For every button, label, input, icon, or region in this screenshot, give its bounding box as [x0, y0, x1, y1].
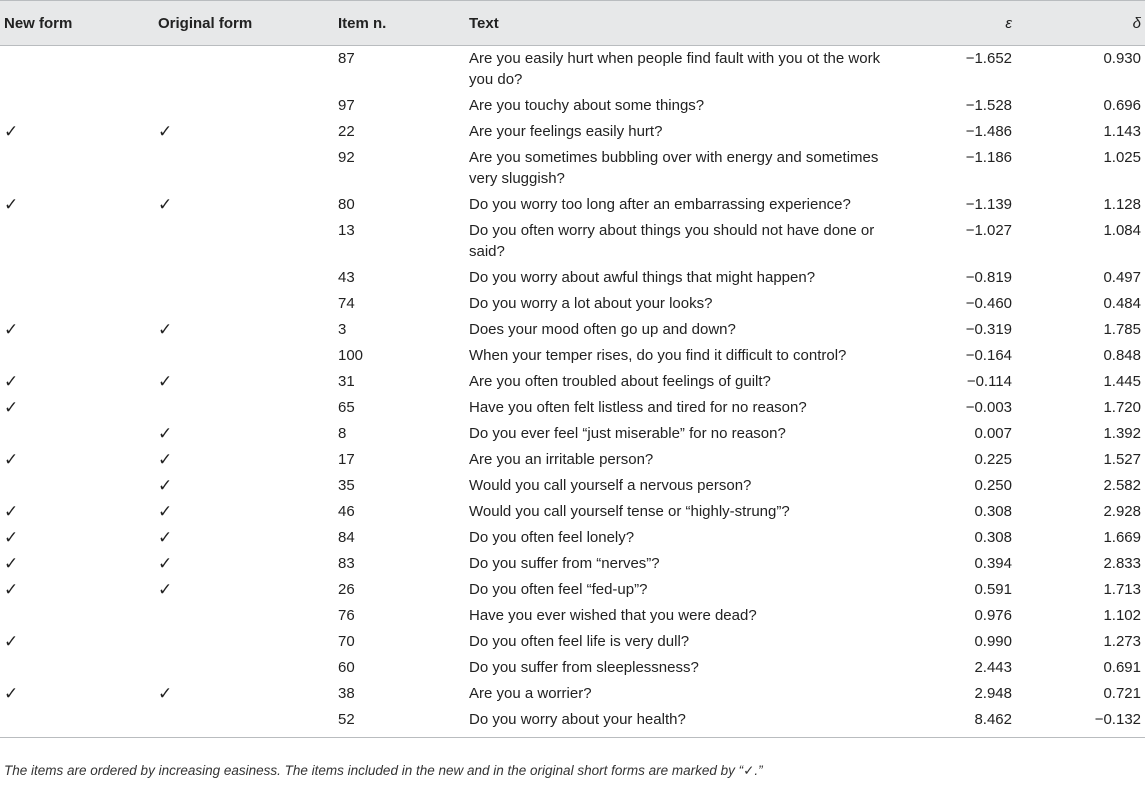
cell-item-number: 100 [338, 347, 364, 364]
cell-delta: 2.928 [1103, 503, 1141, 520]
cell-text: Do you worry too long after an embarrassing experience? [469, 196, 851, 213]
cell-item-number: 46 [338, 503, 355, 520]
cell-item-number: 3 [338, 321, 347, 338]
cell-delta: 1.025 [1103, 149, 1141, 166]
cell-new-form: ✓ [4, 580, 19, 599]
cell-delta: 1.273 [1103, 633, 1141, 650]
cell-epsilon: 0.308 [974, 529, 1012, 546]
cell-original-form: ✓ [158, 554, 173, 573]
cell-epsilon: 0.308 [974, 503, 1012, 520]
cell-delta: 0.930 [1103, 50, 1141, 67]
cell-delta: 0.484 [1103, 295, 1141, 312]
cell-new-form [0, 473, 154, 499]
cell-delta: 1.713 [1103, 581, 1141, 598]
cell-original-form [154, 218, 334, 265]
table-row [0, 343, 1145, 369]
table-row [0, 317, 1145, 343]
cell-item-number: 43 [338, 269, 355, 286]
cell-new-form [0, 93, 154, 119]
cell-text: Do you worry about your health? [465, 707, 895, 738]
cell-text: Do you suffer from sleeplessness? [469, 659, 699, 676]
cell-epsilon: 0.250 [974, 477, 1012, 494]
header-new-form: New form [0, 1, 154, 46]
cell-item-number: 52 [334, 707, 465, 738]
cell-item-number: 60 [338, 659, 355, 676]
table-row [0, 192, 1145, 218]
cell-text: Does your mood often go up and down? [469, 321, 736, 338]
cell-item-number: 87 [338, 50, 355, 67]
cell-item-number: 38 [338, 685, 355, 702]
header-delta: δ [1016, 1, 1145, 46]
header-item-number: Item n. [334, 1, 465, 46]
cell-epsilon: 0.394 [974, 555, 1012, 572]
cell-item-number: 83 [338, 555, 355, 572]
table-row [0, 603, 1145, 629]
cell-epsilon: −1.186 [965, 149, 1012, 166]
cell-original-form [154, 265, 334, 291]
cell-new-form: ✓ [4, 320, 19, 339]
cell-text: Do you ever feel “just miserable” for no reason? [469, 425, 786, 442]
cell-text: Are you touchy about some things? [469, 97, 705, 114]
cell-text: Do you often worry about things you should not have done or said? [469, 222, 875, 260]
cell-epsilon: −1.027 [965, 222, 1012, 239]
cell-text: Are your feelings easily hurt? [469, 123, 663, 140]
cell-epsilon: 0.976 [974, 607, 1012, 624]
header-text: Text [465, 1, 895, 46]
table-row [0, 145, 1145, 192]
cell-original-form [154, 395, 334, 421]
cell-original-form [154, 603, 334, 629]
cell-delta: 1.392 [1103, 425, 1141, 442]
table-row [0, 46, 1145, 94]
cell-epsilon: −0.319 [965, 321, 1012, 338]
cell-item-number: 65 [338, 399, 355, 416]
table-row [0, 499, 1145, 525]
cell-epsilon: 0.007 [974, 425, 1012, 442]
cell-text: Are you often troubled about feelings of guilt? [469, 373, 771, 390]
cell-delta: 1.084 [1103, 222, 1141, 239]
cell-text: Do you often feel lonely? [469, 529, 635, 546]
cell-text: Have you often felt listless and tired for no reason? [469, 399, 807, 416]
cell-epsilon: 0.591 [974, 581, 1012, 598]
cell-new-form [0, 707, 154, 738]
cell-epsilon: 8.462 [895, 707, 1016, 738]
cell-item-number: 13 [338, 222, 355, 239]
table-row [0, 473, 1145, 499]
cell-new-form [0, 421, 154, 447]
table-row [0, 655, 1145, 681]
cell-delta: 1.143 [1103, 123, 1141, 140]
cell-original-form [154, 145, 334, 192]
cell-item-number: 74 [338, 295, 355, 312]
cell-epsilon: −0.460 [965, 295, 1012, 312]
cell-item-number: 76 [338, 607, 355, 624]
table-row [0, 447, 1145, 473]
cell-original-form [154, 707, 334, 738]
cell-text: Do you often feel life is very dull? [469, 633, 690, 650]
cell-text: Are you a worrier? [469, 685, 592, 702]
cell-delta: 1.102 [1103, 607, 1141, 624]
cell-delta: 2.582 [1103, 477, 1141, 494]
cell-new-form: ✓ [4, 632, 19, 651]
cell-item-number: 97 [338, 97, 355, 114]
cell-new-form: ✓ [4, 554, 19, 573]
cell-item-number: 84 [338, 529, 355, 546]
cell-new-form: ✓ [4, 195, 19, 214]
cell-original-form: ✓ [158, 502, 173, 521]
cell-text: Have you ever wished that you were dead? [469, 607, 757, 624]
cell-new-form: ✓ [4, 528, 19, 547]
cell-delta: 0.848 [1103, 347, 1141, 364]
cell-new-form [0, 291, 154, 317]
cell-item-number: 8 [338, 425, 347, 442]
cell-epsilon: −0.114 [966, 373, 1012, 390]
cell-item-number: 22 [338, 123, 355, 140]
cell-text: Would you call yourself tense or “highly-strung”? [469, 503, 790, 520]
table-row [0, 525, 1145, 551]
cell-epsilon: −1.486 [965, 123, 1012, 140]
cell-text: Do you worry a lot about your looks? [469, 295, 713, 312]
cell-original-form: ✓ [158, 580, 173, 599]
cell-delta: 1.527 [1103, 451, 1141, 468]
cell-item-number: 35 [338, 477, 355, 494]
table-footnote: The items are ordered by increasing easiness. The items included in the new and in the original short forms are marked by “✓.” [4, 763, 763, 778]
cell-original-form: ✓ [158, 195, 173, 214]
table-header [0, 1, 1145, 46]
cell-delta: 0.497 [1103, 269, 1141, 286]
cell-delta: 1.785 [1103, 321, 1141, 338]
cell-new-form [0, 655, 154, 681]
cell-delta: 0.691 [1103, 659, 1141, 676]
table-row [0, 421, 1145, 447]
table-row [0, 707, 1145, 738]
cell-item-number: 80 [338, 196, 355, 213]
cell-delta: −0.132 [1016, 707, 1145, 738]
table-row [0, 551, 1145, 577]
cell-delta: 2.833 [1103, 555, 1141, 572]
cell-epsilon: 0.225 [974, 451, 1012, 468]
cell-original-form: ✓ [158, 528, 173, 547]
cell-new-form [0, 343, 154, 369]
cell-original-form: ✓ [158, 450, 173, 469]
cell-new-form: ✓ [4, 122, 19, 141]
cell-item-number: 26 [338, 581, 355, 598]
cell-text: When your temper rises, do you find it difficult to control? [469, 347, 847, 364]
cell-item-number: 17 [338, 451, 355, 468]
cell-item-number: 31 [338, 373, 355, 390]
cell-new-form [0, 46, 154, 94]
table-row [0, 93, 1145, 119]
cell-original-form: ✓ [158, 476, 173, 495]
cell-new-form: ✓ [4, 684, 19, 703]
cell-epsilon: −1.652 [965, 50, 1012, 67]
table-body [0, 46, 1145, 738]
cell-original-form: ✓ [158, 320, 173, 339]
table-row [0, 291, 1145, 317]
cell-epsilon: 0.990 [974, 633, 1012, 650]
cell-new-form: ✓ [4, 398, 19, 417]
table-row [0, 369, 1145, 395]
cell-text: Would you call yourself a nervous person? [469, 477, 752, 494]
cell-original-form: ✓ [158, 122, 173, 141]
cell-epsilon: −0.819 [965, 269, 1012, 286]
cell-text: Are you sometimes bubbling over with energy and sometimes very sluggish? [469, 149, 879, 187]
cell-epsilon: −1.139 [965, 196, 1012, 213]
cell-original-form [154, 655, 334, 681]
cell-new-form: ✓ [4, 502, 19, 521]
table-row [0, 629, 1145, 655]
cell-epsilon: −0.164 [965, 347, 1012, 364]
cell-text: Do you suffer from “nerves”? [469, 555, 660, 572]
table-row [0, 681, 1145, 707]
cell-delta: 0.696 [1103, 97, 1141, 114]
cell-delta: 1.720 [1103, 399, 1141, 416]
cell-epsilon: −1.528 [965, 97, 1012, 114]
cell-new-form [0, 603, 154, 629]
cell-original-form: ✓ [158, 684, 173, 703]
cell-epsilon: −0.003 [965, 399, 1012, 416]
table-row [0, 119, 1145, 145]
header-original-form: Original form [154, 1, 334, 46]
cell-text: Do you often feel “fed-up”? [469, 581, 648, 598]
cell-original-form [154, 291, 334, 317]
cell-new-form [0, 218, 154, 265]
cell-item-number: 70 [338, 633, 355, 650]
cell-text: Are you easily hurt when people find fault with you ot the work you do? [469, 50, 881, 88]
cell-new-form [0, 145, 154, 192]
cell-text: Do you worry about awful things that might happen? [469, 269, 816, 286]
cell-original-form [154, 93, 334, 119]
cell-delta: 1.128 [1103, 196, 1141, 213]
table-row [0, 395, 1145, 421]
cell-epsilon: 2.948 [974, 685, 1012, 702]
cell-delta: 0.721 [1103, 685, 1141, 702]
cell-delta: 1.669 [1103, 529, 1141, 546]
cell-new-form [0, 265, 154, 291]
cell-epsilon: 2.443 [974, 659, 1012, 676]
cell-item-number: 92 [338, 149, 355, 166]
cell-text: Are you an irritable person? [469, 451, 654, 468]
table-row [0, 218, 1145, 265]
cell-original-form: ✓ [158, 424, 173, 443]
cell-original-form [154, 343, 334, 369]
cell-new-form: ✓ [4, 450, 19, 469]
table-row [0, 265, 1145, 291]
header-row [0, 1, 1145, 46]
cell-original-form: ✓ [158, 372, 173, 391]
cell-delta: 1.445 [1103, 373, 1141, 390]
header-epsilon: ε [895, 1, 1016, 46]
table-row [0, 577, 1145, 603]
cell-original-form [154, 629, 334, 655]
cell-new-form: ✓ [4, 372, 19, 391]
cell-original-form [154, 46, 334, 94]
